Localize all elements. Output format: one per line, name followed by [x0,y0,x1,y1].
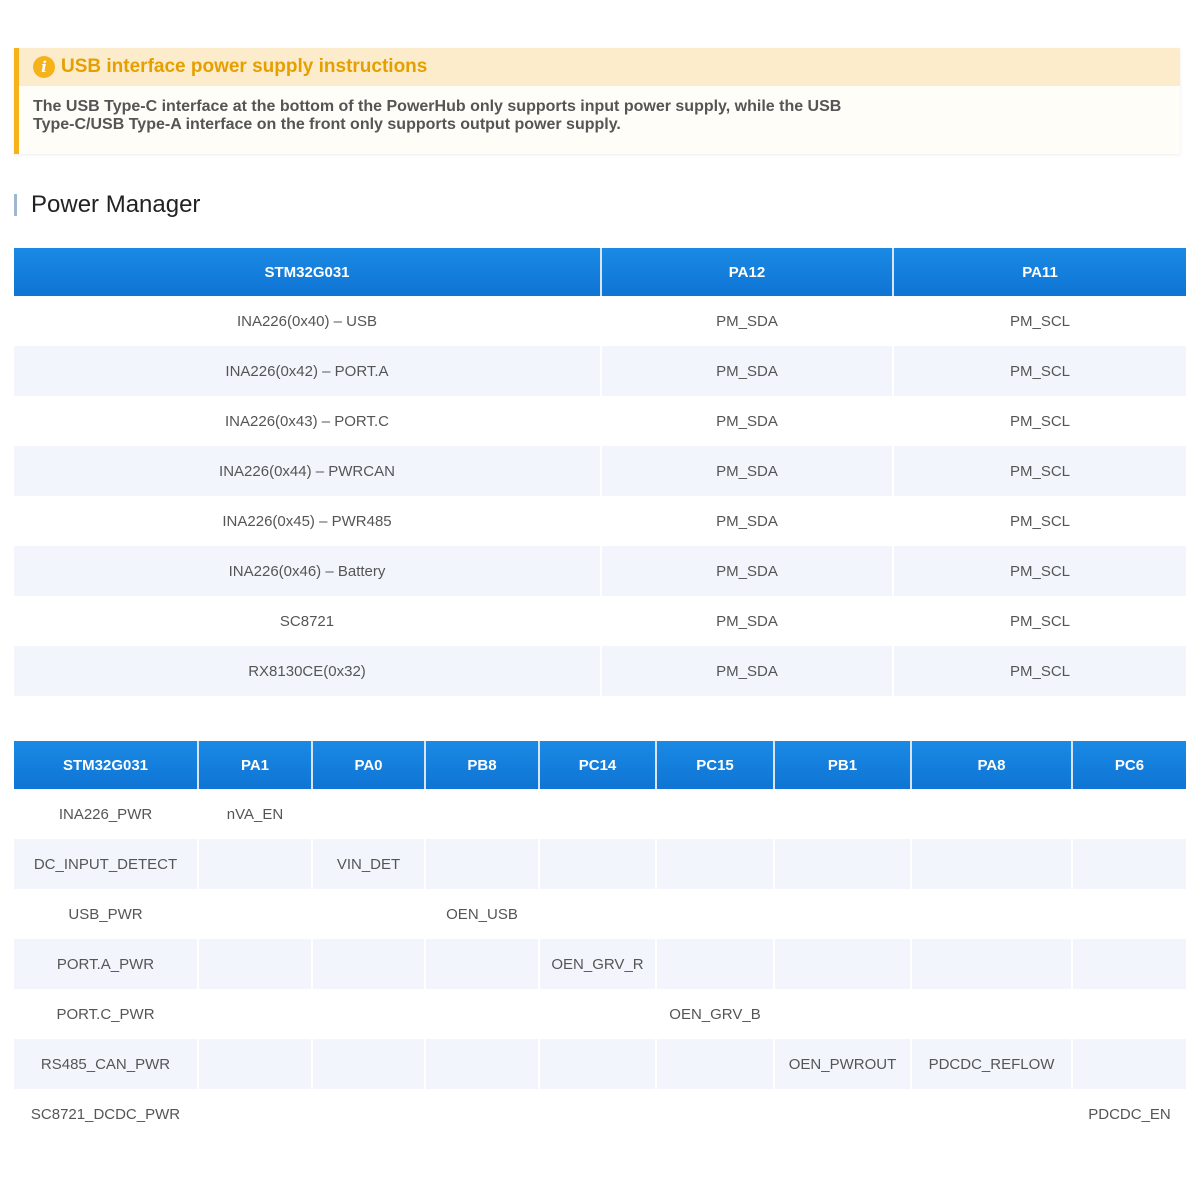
table-row [14,839,1186,889]
table-cell [312,989,425,1039]
section-title: Power Manager [31,191,201,218]
table-cell: PM_SDA [601,346,893,396]
table-cell: PM_SCL [893,446,1186,496]
table-header-row [14,248,1186,296]
table-cell: INA226(0x46) – Battery [14,546,601,596]
table-cell: RX8130CE(0x32) [14,646,601,696]
table-cell: PM_SDA [601,396,893,446]
column-header: PA8 [911,741,1072,789]
table-cell: INA226(0x44) – PWRCAN [14,446,601,496]
table-cell [1072,889,1186,939]
info-icon: i [33,56,55,78]
column-header: STM32G031 [14,741,198,789]
table-cell: INA226(0x43) – PORT.C [14,396,601,446]
table-cell [539,839,656,889]
table-row [14,546,1186,596]
column-header: PB8 [425,741,539,789]
table-cell: PDCDC_EN [1072,1089,1186,1139]
column-header: PA12 [601,248,893,296]
table-cell: USB_PWR [14,889,198,939]
table-row [14,1039,1186,1089]
table-cell: OEN_GRV_B [656,989,774,1039]
table-row [14,789,1186,839]
column-header: PC14 [539,741,656,789]
table-cell: DC_INPUT_DETECT [14,839,198,889]
table-cell [656,839,774,889]
table-cell: OEN_USB [425,889,539,939]
table-cell [539,989,656,1039]
section-accent-bar [14,194,17,216]
table-cell [312,889,425,939]
table-cell [425,989,539,1039]
table-cell: PM_SDA [601,546,893,596]
table-cell [539,789,656,839]
table-cell [774,789,911,839]
table-row [14,496,1186,546]
table-cell [656,939,774,989]
table-cell [198,839,312,889]
table-cell [911,839,1072,889]
notice-body: The USB Type-C interface at the bottom of the PowerHub only supports input power supply, while the USB Type-C/USB Type-A interface on the front only supports output power supply. [33,98,842,133]
table-row [14,889,1186,939]
table-cell: RS485_CAN_PWR [14,1039,198,1089]
table-cell: PM_SDA [601,296,893,346]
table-cell: nVA_EN [198,789,312,839]
table-cell [774,1089,911,1139]
table-cell: OEN_PWROUT [774,1039,911,1089]
table-row [14,646,1186,696]
table-cell [656,889,774,939]
table-cell [1072,839,1186,889]
table-row [14,939,1186,989]
table-cell: PDCDC_REFLOW [911,1039,1072,1089]
table-cell: PORT.A_PWR [14,939,198,989]
power-control-pin-table [14,741,1186,1139]
table-cell [911,939,1072,989]
notice-title: USB interface power supply instructions [61,56,428,77]
table-cell [312,1089,425,1139]
table-cell: PM_SCL [893,596,1186,646]
column-header: STM32G031 [14,248,601,296]
table-cell [774,889,911,939]
table-cell: PM_SDA [601,596,893,646]
table-row [14,446,1186,496]
table-cell: PM_SDA [601,446,893,496]
column-header: PA11 [893,248,1186,296]
table-cell: PM_SCL [893,546,1186,596]
table-row [14,596,1186,646]
table-cell [198,889,312,939]
table-row [14,989,1186,1039]
table-cell: OEN_GRV_R [539,939,656,989]
power-manager-i2c-table [14,248,1186,696]
table-cell [774,989,911,1039]
table-cell: PM_SCL [893,396,1186,446]
table-cell [539,1089,656,1139]
table-cell [539,889,656,939]
table-cell [198,1039,312,1089]
column-header: PA1 [198,741,312,789]
usb-power-notice [14,48,1180,154]
table-row [14,1089,1186,1139]
table-cell [1072,989,1186,1039]
table-cell [198,989,312,1039]
table-cell: VIN_DET [312,839,425,889]
table-cell [774,939,911,989]
table-cell [312,1039,425,1089]
table-cell [911,889,1072,939]
table-cell: INA226(0x45) – PWR485 [14,496,601,546]
table-cell [312,789,425,839]
table-cell [774,839,911,889]
table-cell [425,1089,539,1139]
table-cell [1072,1039,1186,1089]
table-cell [198,939,312,989]
table-cell [656,1089,774,1139]
table-cell: INA226(0x42) – PORT.A [14,346,601,396]
table-row [14,296,1186,346]
table-cell [656,1039,774,1089]
table-cell: PM_SCL [893,346,1186,396]
table-cell: INA226_PWR [14,789,198,839]
table-cell [198,1089,312,1139]
column-header: PA0 [312,741,425,789]
table-cell [911,1089,1072,1139]
table-header-row [14,741,1186,789]
table-cell: SC8721_DCDC_PWR [14,1089,198,1139]
table-cell [911,789,1072,839]
table-cell: PM_SCL [893,496,1186,546]
table-cell [425,839,539,889]
table-cell [539,1039,656,1089]
table-cell: PM_SDA [601,496,893,546]
table-cell [312,939,425,989]
column-header: PC15 [656,741,774,789]
table-cell: PM_SCL [893,296,1186,346]
table-cell [1072,939,1186,989]
section-heading [14,192,200,218]
table-cell: SC8721 [14,596,601,646]
table-cell [425,789,539,839]
table-cell: INA226(0x40) – USB [14,296,601,346]
table-cell: PM_SDA [601,646,893,696]
table-cell [911,989,1072,1039]
notice-header [19,48,1180,86]
table-cell: PM_SCL [893,646,1186,696]
table-cell [425,1039,539,1089]
table-row [14,396,1186,446]
table-row [14,346,1186,396]
table-cell: PORT.C_PWR [14,989,198,1039]
column-header: PB1 [774,741,911,789]
table-cell [656,789,774,839]
column-header: PC6 [1072,741,1186,789]
table-cell [425,939,539,989]
table-cell [1072,789,1186,839]
